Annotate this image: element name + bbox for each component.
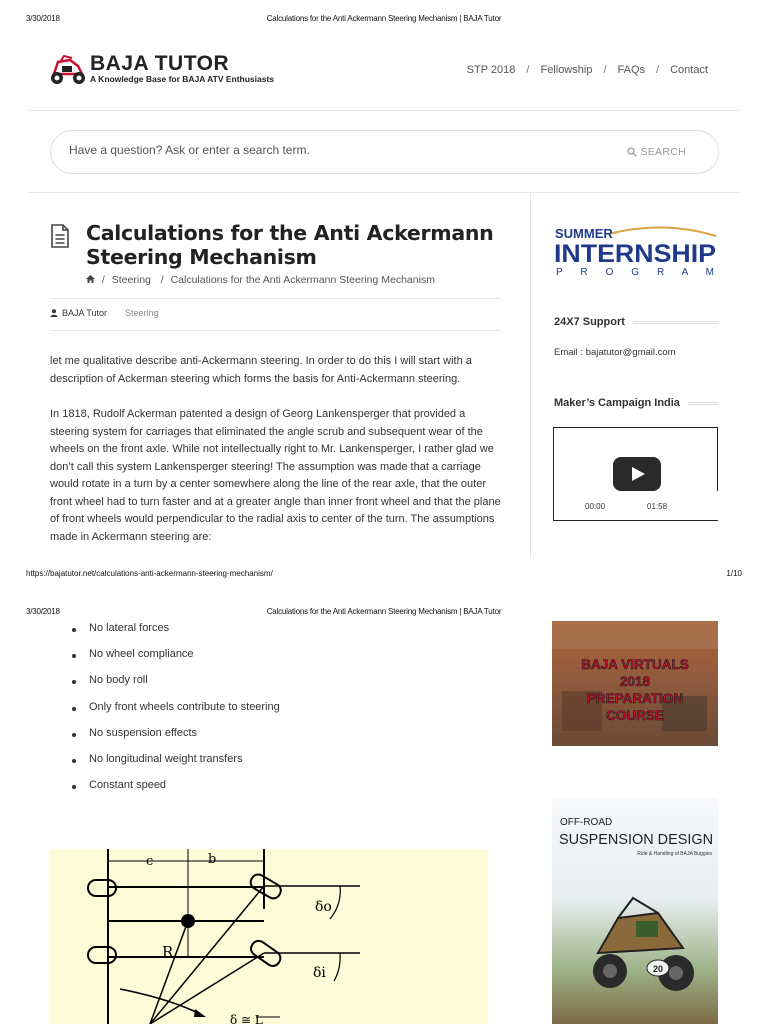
post-author[interactable]: BAJA Tutor bbox=[62, 308, 108, 318]
page-title: Calculations for the Anti Ackermann Steering Mechanism bbox=[86, 221, 494, 269]
video-current-time: 00:00 bbox=[585, 502, 606, 511]
user-icon bbox=[50, 309, 58, 317]
site-tagline: A Knowledge Base for BAJA ATV Enthusiasts bbox=[90, 74, 275, 84]
nav-item-stp-2018[interactable]: STP 2018 bbox=[466, 64, 516, 76]
breadcrumb-separator: / bbox=[157, 274, 164, 286]
search-bar bbox=[50, 130, 719, 174]
list-item: No suspension effects bbox=[72, 727, 280, 753]
promo1-line4: COURSE bbox=[606, 708, 664, 723]
list-item: Only front wheels contribute to steering bbox=[72, 701, 280, 727]
campaign-title: Maker’s Campaign India bbox=[554, 397, 680, 409]
breadcrumb-item-steering[interactable]: Steering bbox=[111, 274, 151, 286]
search-divider bbox=[28, 192, 740, 193]
print-page-number: 1/10 bbox=[726, 569, 742, 578]
print-title: Calculations for the Anti Ackermann Steering Mechanism | BAJA Tutor bbox=[266, 14, 502, 23]
promo1-line3: PREPARATION bbox=[586, 691, 684, 706]
nav-separator: / bbox=[526, 64, 530, 76]
nav-item-fellowship[interactable]: Fellowship bbox=[540, 64, 593, 76]
support-heading bbox=[554, 316, 718, 328]
list-item: Constant speed bbox=[72, 779, 280, 805]
diagram-label-c: c bbox=[146, 854, 154, 869]
print-date: 3/30/2018 bbox=[26, 607, 60, 616]
search-input[interactable] bbox=[69, 143, 589, 157]
promo2-line3: Ride & Handling of BAJA Buggies bbox=[637, 851, 712, 857]
home-icon[interactable] bbox=[86, 274, 98, 286]
nav-item-faqs[interactable]: FAQs bbox=[617, 64, 646, 76]
top-nav bbox=[467, 64, 708, 76]
internship-banner[interactable] bbox=[554, 224, 718, 285]
promo1-line1: BAJA VIRTUALS bbox=[581, 657, 689, 672]
post-meta bbox=[50, 308, 159, 318]
post-category[interactable]: Steering bbox=[125, 308, 159, 318]
video-duration: 01:58 bbox=[647, 502, 668, 511]
header-divider bbox=[28, 110, 740, 111]
diagram-label-r: R bbox=[162, 943, 174, 961]
promo2-badge: 20 bbox=[652, 964, 664, 974]
meta-divider bbox=[50, 330, 501, 331]
post-paragraph: let me qualitative describe anti-Ackermann steering. In order to do this I will start with a description of Ackerman steering which forms the basis for Anti-Ackermann steering. bbox=[50, 355, 472, 385]
support-title: 24X7 Support bbox=[554, 316, 625, 328]
promo2-line1: OFF-ROAD bbox=[560, 817, 613, 828]
site-logo[interactable] bbox=[48, 52, 274, 86]
video-player[interactable] bbox=[553, 427, 718, 521]
print-date: 3/30/2018 bbox=[26, 14, 60, 23]
play-icon[interactable] bbox=[613, 457, 661, 491]
assumptions-list bbox=[72, 622, 280, 805]
nav-item-contact[interactable]: Contact bbox=[670, 64, 708, 76]
sidebar-divider bbox=[530, 193, 531, 558]
internship-line1: SUMMER bbox=[555, 226, 613, 241]
suspension-design-book[interactable] bbox=[552, 798, 718, 1024]
baja-virtuals-banner[interactable] bbox=[552, 621, 718, 746]
search-button[interactable] bbox=[627, 146, 686, 158]
internship-line3: P R O G R A M bbox=[556, 267, 714, 278]
buggy-logo-icon bbox=[48, 52, 88, 86]
diagram-label-delta-i: δi bbox=[313, 965, 326, 981]
list-item: No wheel compliance bbox=[72, 648, 280, 674]
print-url: https://bajatutor.net/calculations-anti-ackermann-steering-mechanism/ bbox=[26, 569, 273, 578]
document-icon bbox=[50, 224, 70, 248]
nav-separator: / bbox=[603, 64, 607, 76]
search-button-label: SEARCH bbox=[640, 146, 686, 158]
nav-separator: / bbox=[656, 64, 660, 76]
breadcrumb-separator: / bbox=[101, 274, 105, 286]
diagram-label-b: b bbox=[208, 852, 217, 867]
breadcrumb bbox=[86, 274, 439, 286]
site-name: BAJA TUTOR bbox=[90, 52, 230, 75]
ackermann-diagram bbox=[50, 849, 488, 1024]
list-item: No body roll bbox=[72, 674, 280, 700]
post-paragraph: In 1818, Rudolf Ackerman patented a design of Georg Lankensperger that provided a steering system for carriages that eliminated the angle scrub and subsequent wear of the wheels on the front axle. While not intellectually right to Mr. Lankensperger, I rather glad we don’t call this system Lankensperger steering! The assumption was made that a carriage would rotate in a turn by a center somewhere along the line of the rear axle, that the outer front wheel had to turn faster and at a greater angle than inner front wheel and that the plane of front wheels would perpendicular to the radial axis to center of the turn. The assumptions made in Ackermann steering are: bbox=[50, 408, 501, 543]
list-item: No longitudinal weight transfers bbox=[72, 753, 280, 779]
diagram-label-delta-o: δo bbox=[315, 899, 332, 915]
campaign-heading bbox=[554, 397, 718, 409]
search-icon bbox=[627, 147, 637, 157]
internship-line2: INTERNSHIP bbox=[554, 240, 716, 268]
title-divider bbox=[50, 298, 501, 299]
promo2-line2: SUSPENSION DESIGN bbox=[559, 831, 713, 848]
support-email[interactable]: Email : bajatutor@gmail.com bbox=[554, 347, 676, 358]
list-item: No lateral forces bbox=[72, 622, 280, 648]
promo1-line2: 2018 bbox=[619, 674, 651, 689]
breadcrumb-item-current: Calculations for the Anti Ackermann Steering Mechanism bbox=[170, 274, 435, 286]
print-title: Calculations for the Anti Ackermann Steering Mechanism | BAJA Tutor bbox=[266, 607, 502, 616]
diagram-formula: δ ≅ L bbox=[230, 1013, 263, 1024]
